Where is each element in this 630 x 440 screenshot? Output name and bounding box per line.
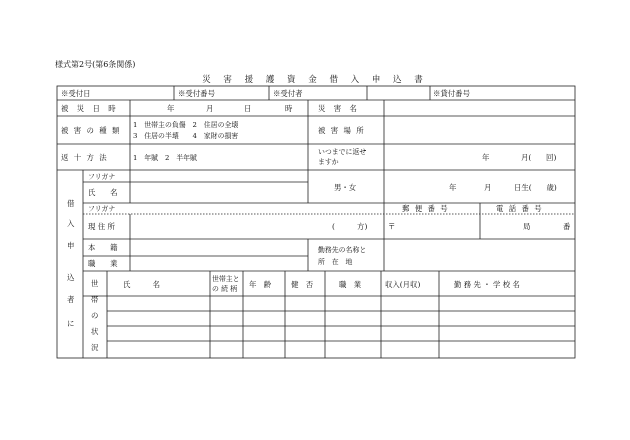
household-col-income: 収入(月収) — [385, 280, 421, 289]
repayment-options: 1 年賦 2 半年賦 — [133, 154, 197, 162]
disaster-datetime-label: 被 災 日 時 — [61, 104, 119, 113]
household-side-label — [91, 279, 99, 352]
postal-code-label: 郵 便 番 号 — [402, 204, 450, 213]
disaster-name-label: 災 害 名 — [318, 104, 360, 113]
repay-times-unit: 月( 回) — [521, 153, 557, 162]
svg-text:況: 況 — [91, 343, 99, 352]
month-unit: 月 — [206, 104, 214, 113]
household-col-age: 年 齢 — [249, 280, 272, 289]
household-col-job: 職 業 — [339, 280, 362, 289]
address-label: 現 住 所 — [88, 222, 115, 231]
svg-text:の: の — [91, 311, 99, 320]
damage-place-label: 被 害 場 所 — [318, 126, 366, 135]
furigana-label: フリガナ — [88, 173, 116, 181]
reception-number-label: ※受付番号 — [178, 89, 215, 98]
household-col-health: 健 否 — [291, 280, 314, 289]
workplace-line1: 勤務先の名称と — [318, 246, 367, 254]
damage-options-line1: 1 世帯主の負傷 2 住居の全壊 — [133, 121, 239, 129]
loan-number-label: ※貸付番号 — [433, 89, 470, 98]
until-when-line1: いつまでに返せ — [318, 148, 367, 156]
svg-text:借: 借 — [67, 199, 75, 208]
domicile-label: 本 籍 — [88, 243, 118, 252]
form-code: 様式第2号(第6条関係) — [55, 60, 136, 69]
form-title: 災 害 援 護 資 金 借 入 申 込 書 — [202, 75, 428, 85]
kata-suffix: ( 方) — [332, 222, 368, 231]
repayment-method-label: 返 十 方 法 — [61, 153, 109, 162]
household-col-relation-line2: の 続 柄 — [212, 285, 238, 293]
household-col-relation-line1: 世帯主と — [212, 275, 240, 283]
birth-month-unit: 月 — [484, 183, 492, 192]
until-when-line2: ますか — [318, 158, 339, 166]
svg-text:入: 入 — [67, 219, 75, 228]
svg-text:世: 世 — [91, 279, 99, 288]
repay-year-unit: 年 — [482, 153, 490, 162]
svg-text:状: 状 — [91, 327, 99, 336]
postal-mark: 〒 — [388, 222, 396, 231]
hour-unit: 時 — [285, 104, 293, 113]
year-unit: 年 — [167, 104, 175, 113]
svg-text:に: に — [67, 319, 75, 328]
birth-day-age-unit: 日生( 歳) — [514, 183, 557, 192]
gender-selector: 男・女 — [334, 183, 357, 192]
exchange-unit: 局 — [523, 222, 531, 231]
birth-year-unit: 年 — [449, 183, 457, 192]
svg-text:申: 申 — [67, 241, 75, 250]
applicant-side-label — [67, 199, 75, 328]
applicant-name-label: 氏 名 — [88, 188, 118, 197]
damage-options-line2: 3 住居の半壊 4 家財の損害 — [133, 132, 239, 140]
workplace-line2: 所 在 地 — [318, 258, 353, 266]
svg-text:者: 者 — [67, 295, 75, 304]
receiver-label: ※受付者 — [273, 89, 303, 98]
svg-text:込: 込 — [67, 273, 75, 282]
day-unit: 日 — [244, 104, 252, 113]
reception-date-label: ※受付日 — [61, 89, 91, 98]
occupation-label: 職 業 — [88, 259, 118, 268]
svg-text:帯: 帯 — [91, 295, 99, 304]
household-col-workplace: 勤 務 先 ・ 学 校 名 — [454, 280, 520, 289]
household-col-name: 氏 名 — [123, 280, 160, 289]
number-unit: 番 — [563, 222, 571, 231]
phone-number-label: 電 話 番 号 — [496, 204, 544, 213]
damage-type-label: 被 害 の 種 類 — [61, 126, 121, 135]
furigana2-label: フリガナ — [88, 205, 116, 213]
